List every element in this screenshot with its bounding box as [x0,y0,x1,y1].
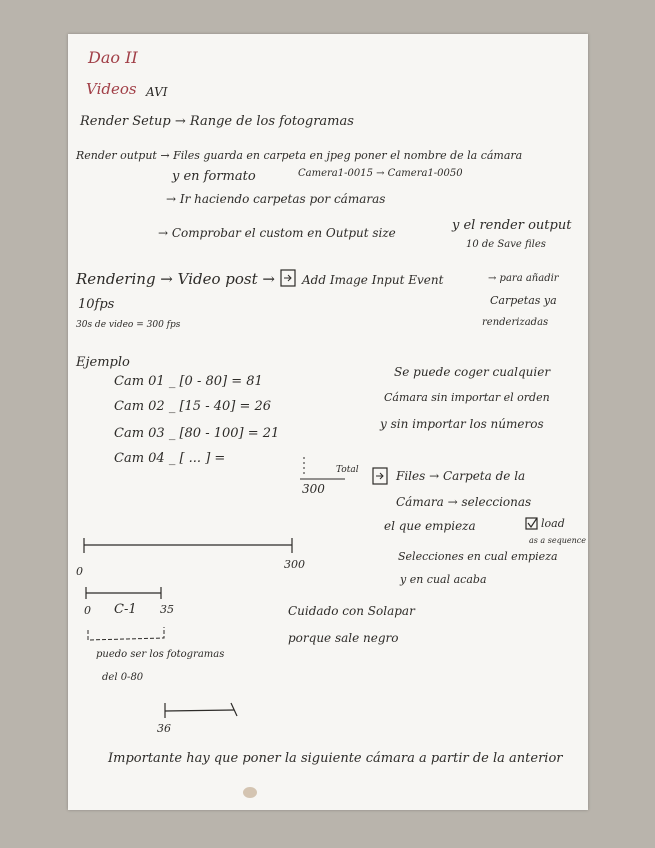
files-line-2: Cámara → seleccionas [396,495,532,509]
render-output-side-2: 10 de Save files [466,239,546,250]
rendering-right-2: renderizadas [482,317,549,328]
segment-note-2: del 0-80 [102,672,144,683]
files-line-5: y en cual acaba [400,573,487,586]
files-line-3: el que empieza [384,519,476,533]
subtopic-label: AVI [146,85,168,99]
example-row-2: Cam 02 _ [15 - 40] = 26 [114,399,272,414]
load-checkbox-label: load [541,517,565,530]
rendering-arrow-text: → para añadir [488,273,559,284]
next-segment-start: 36 [157,722,171,735]
add-image-input-label: Add Image Input Event [302,273,444,287]
timeline-end-label: 300 [284,558,305,571]
example-heading: Ejemplo [76,355,130,370]
example-row-4: Cam 04 _ [ ... ] = [114,451,226,466]
load-sequence-label: as a sequence [529,536,586,545]
page-title: Dao II [88,48,138,67]
caution-line-2: porque sale negro [288,631,399,645]
render-output-side: y el render output [452,218,572,233]
segment-note-1: puedo ser los fotogramas [96,649,225,660]
segment-camera-label: C-1 [114,602,137,617]
segment-bracket [88,627,164,640]
render-output-format: y en formato [172,169,256,184]
example-row-3: Cam 03 _ [80 - 100] = 21 [114,426,280,441]
example-side-3: y sin importar los números [380,417,544,431]
render-output-folders: → Ir haciendo carpetas por cámaras [166,192,386,206]
timeline-start-label: 0 [76,565,83,578]
render-output-line: Render output → Files guarda en carpeta en jpeg poner el nombre de la cámara [76,149,523,162]
example-total-label: Total [336,465,359,475]
segment-start-label: 0 [84,604,91,617]
topic-heading: Videos [86,80,137,98]
render-output-check: → Comprobar el custom en Output size [158,226,396,240]
fps-note: 30s de video = 300 fps [76,320,181,330]
next-segment [165,710,234,711]
example-side-1: Se puede coger cualquier [394,365,551,379]
render-output-example: Camera1-0015 → Camera1-0050 [298,168,463,179]
render-setup-line: Render Setup → Range de los fotogramas [80,114,354,129]
files-line-4: Selecciones en cual empieza [398,550,558,563]
fps-label: 10fps [78,297,115,312]
caution-line-1: Cuidado con Solapar [288,604,415,618]
example-row-1: Cam 01 _ [0 - 80] = 81 [114,374,263,389]
example-total-value: 300 [302,482,325,496]
important-note: Importante hay que poner la siguiente cámara a partir de la anterior [108,751,563,766]
example-side-2: Cámara sin importar el orden [384,391,550,404]
files-line-1: Files → Carpeta de la [396,469,526,483]
rendering-line: Rendering → Video post → [76,270,275,288]
segment-end-label: 35 [160,603,174,616]
rendering-right-1: Carpetas ya [490,294,557,307]
